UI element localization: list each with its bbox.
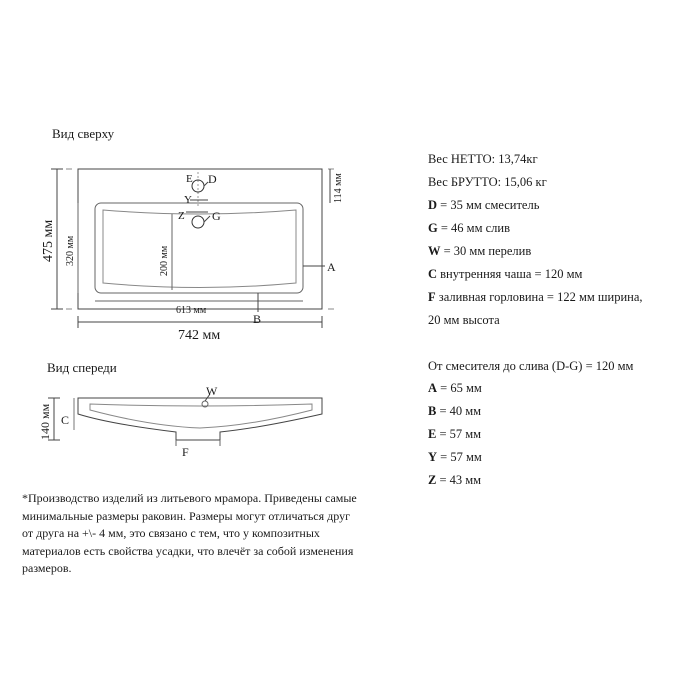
spec-weight-gross: Вес БРУТТО: 15,06 кг (428, 175, 547, 189)
spec-F: F заливная горловина = 122 мм ширина, (428, 290, 643, 304)
dim-rear: 114 мм (333, 173, 344, 203)
dim-width-total: 742 мм (178, 328, 221, 343)
note-line: от друга на +\- 4 мм, это связано с тем, что у композитных (22, 526, 320, 540)
note-line: размеров. (22, 561, 72, 575)
spec-C: C внутренняя чаша = 120 мм (428, 267, 583, 281)
disclaimer-note (22, 490, 397, 578)
dim-200: 200 мм (159, 245, 170, 276)
spec-Z: Z = 43 мм (428, 473, 482, 487)
spec-G: G = 46 мм слив (428, 221, 510, 235)
spec-DG: От смесителя до слива (D-G) = 120 мм (428, 359, 634, 373)
marker-C: C (61, 413, 70, 427)
spec-Y: Y = 57 мм (428, 450, 482, 464)
dim-depth-total: 475 мм (41, 219, 56, 262)
marker-G: G (212, 209, 221, 223)
sink-bowl-inner (103, 210, 296, 288)
spec-E: E = 57 мм (428, 427, 482, 441)
corner-ticks (66, 169, 334, 309)
spec-weight-net: Вес НЕТТО: 13,74кг (428, 152, 538, 166)
marker-Y: Y (184, 194, 192, 206)
dim-width-bowl: 613 мм (176, 305, 207, 316)
dim-height: 140 мм (38, 403, 52, 440)
spec-A: A = 65 мм (428, 381, 482, 395)
dim-depth-bowl: 320 мм (65, 235, 76, 266)
spec-B: B = 40 мм (428, 404, 482, 418)
note-line: минимальные размеры раковин. Размеры могут отличаться друг (22, 508, 351, 523)
marker-A: A (327, 260, 336, 274)
note-line: материалов есть свойства усадки, что влечёт за собой изменения (22, 543, 354, 558)
front-view-title: Вид спереди (47, 360, 117, 375)
drain-hole (192, 216, 204, 228)
sink-top-outline (78, 169, 322, 309)
note-line: *Производство изделий из литьевого мрамора. Приведены самые (22, 491, 357, 505)
top-view-title: Вид сверху (52, 126, 115, 141)
marker-B: B (253, 312, 262, 326)
marker-F: F (182, 445, 189, 459)
spec-F-height: 20 мм высота (428, 313, 500, 327)
marker-E: E (186, 173, 193, 185)
spec-D: D = 35 мм смеситель (428, 198, 540, 212)
marker-Z: Z (178, 210, 185, 222)
marker-D: D (208, 172, 217, 186)
marker-W: W (206, 384, 218, 398)
spec-W: W = 30 мм перелив (428, 244, 532, 258)
